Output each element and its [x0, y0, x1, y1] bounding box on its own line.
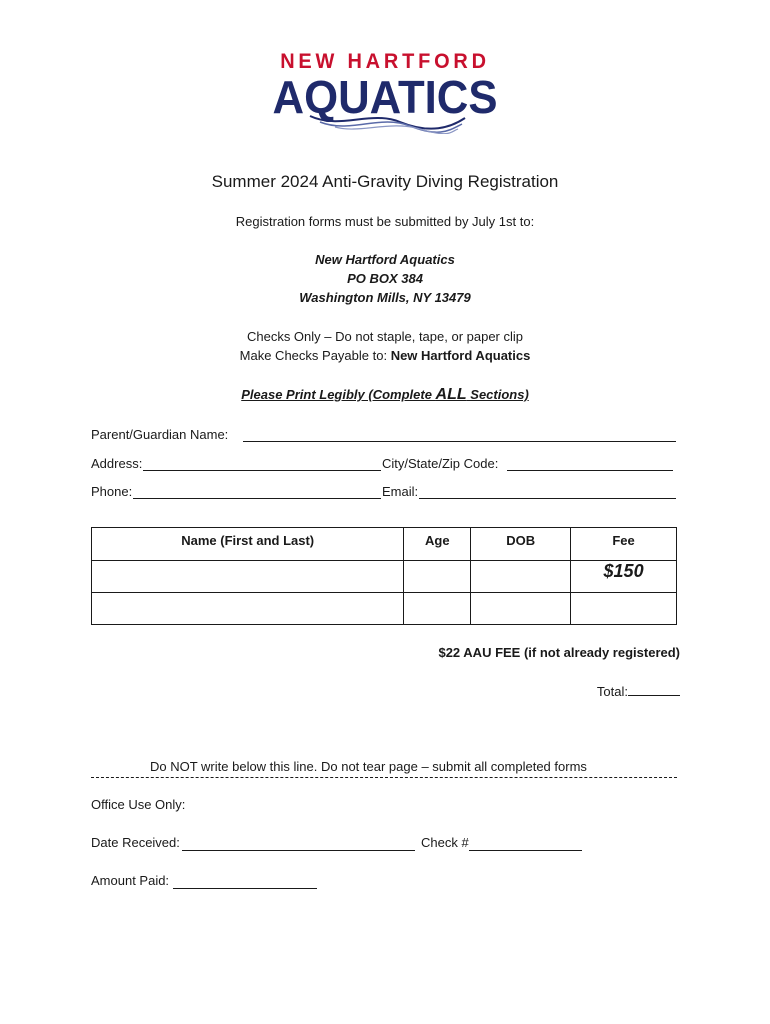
age-cell[interactable] [404, 561, 471, 593]
check-number-row [421, 835, 469, 850]
submission-deadline: Registration forms must be submitted by July 1st to: [235, 214, 535, 229]
payable-name: New Hartford Aquatics [390, 348, 531, 363]
amount-paid-label: Amount Paid: [91, 873, 170, 888]
city-label-wrap [382, 455, 498, 473]
mailing-po-box: PO BOX 384 [347, 271, 423, 286]
email-field[interactable] [419, 498, 676, 499]
header-age: Age [404, 528, 471, 561]
address-label: Address: [91, 456, 143, 471]
dob-cell[interactable] [471, 593, 571, 625]
amount-paid-field[interactable] [173, 888, 317, 889]
header-dob: DOB [471, 528, 571, 561]
parent-guardian-field[interactable] [243, 441, 676, 442]
payable-prefix: Make Checks Payable to: [239, 348, 391, 363]
city-state-zip-label: City/State/Zip Code: [382, 456, 499, 471]
email-label: Email: [382, 484, 419, 499]
total-row [480, 683, 680, 699]
mailing-name: New Hartford Aquatics [315, 252, 455, 267]
table-header-row [92, 528, 677, 561]
fee-cell: $150 [571, 561, 677, 593]
phone-label-wrap [91, 483, 132, 501]
amount-paid-row [91, 873, 169, 888]
name-cell[interactable] [92, 593, 404, 625]
total-field[interactable] [628, 683, 680, 696]
office-use-label: Office Use Only: [91, 797, 186, 812]
header-fee: Fee [571, 528, 677, 561]
date-received-row [91, 835, 180, 850]
aau-fee-note: $22 AAU FEE (if not already registered) [438, 645, 680, 660]
total-label: Total: [596, 684, 628, 699]
parent-guardian-label: Parent/Guardian Name: [91, 427, 229, 442]
name-cell[interactable] [92, 561, 404, 593]
header-name: Name (First and Last) [92, 528, 404, 561]
phone-field[interactable] [133, 498, 381, 499]
do-not-write-note: Do NOT write below this line. Do not tear page – submit all completed forms [150, 759, 587, 774]
print-suffix: Sections) [466, 387, 529, 402]
date-received-field[interactable] [182, 850, 415, 851]
logo-line-new-hartford: NEW HARTFORD [280, 50, 490, 73]
mailing-city: Washington Mills, NY 13479 [299, 290, 471, 305]
checks-only-note: Checks Only – Do not staple, tape, or paper clip [246, 329, 524, 344]
print-legibly-note [0, 386, 770, 404]
email-label-wrap [382, 483, 418, 501]
dob-cell[interactable] [471, 561, 571, 593]
page-title: Summer 2024 Anti-Gravity Diving Registration [211, 172, 559, 191]
logo-line-aquatics: AQUATICS [272, 71, 498, 123]
logo-waves-icon [300, 108, 470, 134]
registration-table [91, 527, 677, 625]
check-number-field[interactable] [469, 850, 582, 851]
city-state-zip-field[interactable] [507, 470, 673, 471]
fee-cell-empty[interactable] [571, 593, 677, 625]
print-prefix: Please Print Legibly (Complete [241, 387, 436, 402]
address-label-wrap [91, 455, 142, 473]
address-field[interactable] [143, 470, 381, 471]
parent-guardian-row [91, 426, 228, 444]
print-all: ALL [435, 386, 467, 403]
payable-to-note [0, 348, 770, 363]
table-row [92, 593, 677, 625]
age-cell[interactable] [404, 593, 471, 625]
phone-label: Phone: [91, 484, 133, 499]
dashed-divider [91, 777, 677, 778]
check-number-label: Check # [421, 835, 469, 850]
date-received-label: Date Received: [91, 835, 180, 850]
table-row [92, 561, 677, 593]
